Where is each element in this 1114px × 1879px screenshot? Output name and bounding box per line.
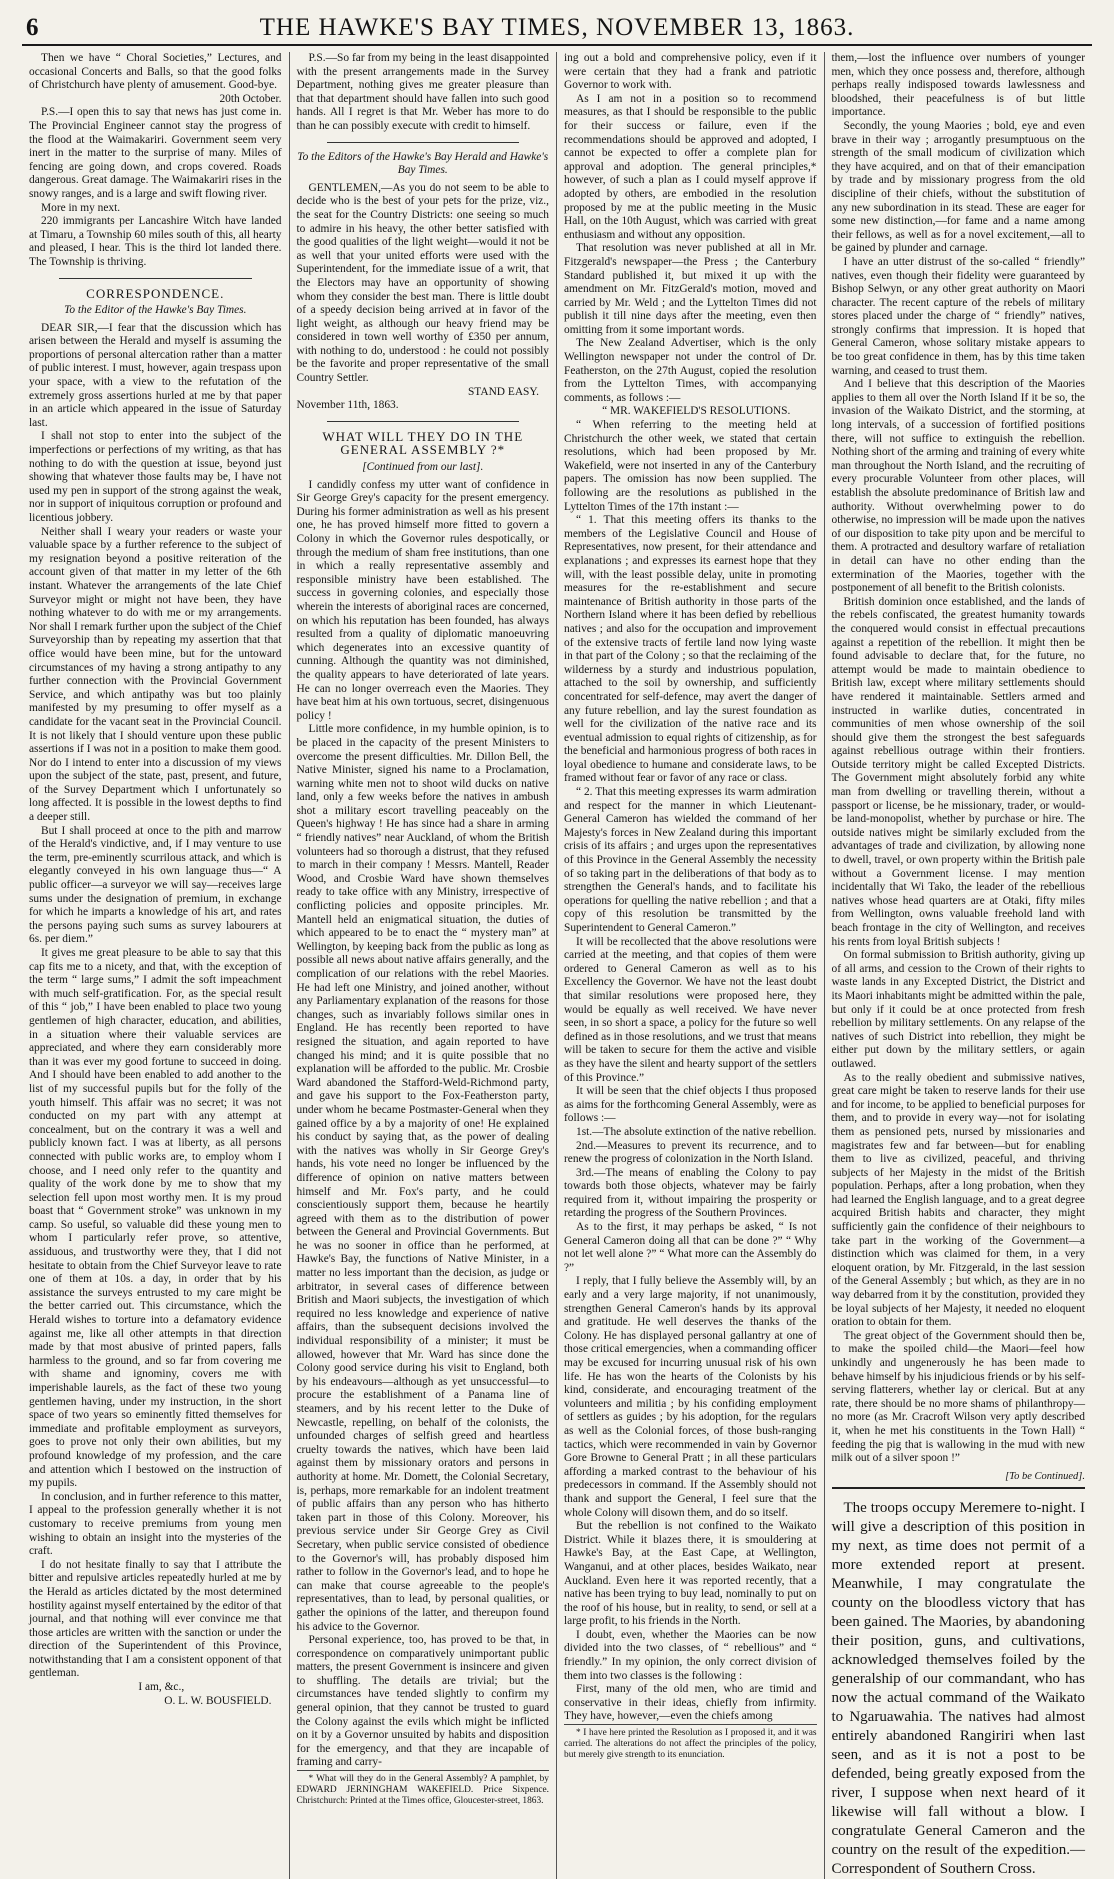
paragraph: DEAR SIR,—I fear that the discussion which has arisen between the Herald and myself is assuming the proportions of personal altercation rather than a matter of public interest. I must, however, again trespass upon your space, with a view to the refutation of the extremely gross assertions hurled at me by that paper in an article which appeared in the issue of Saturday last. bbox=[29, 321, 282, 429]
article-headline: WHAT WILL THEY DO IN THE GENERAL ASSEMBLY ?* bbox=[322, 428, 524, 458]
paragraph: As to the first, it may perhaps be asked, “ Is not General Cameron doing all that can be done ?” “ Why not let well alone ?” “ What more can the Assembly do ?” bbox=[564, 1221, 817, 1274]
paragraph: But the rebellion is not confined to the Waikato District. While it blazes there, it is smouldering at Hawke's Bay, at the East Cape, at Wellington, Wanganui, and at other places, besides Waikato, near Auckland. Even here it was reported recently, that a native has been trying to buy lead, nominally to put on the roof of his house, but in reality, to send, or sell at a large profit, to his friends in the North. bbox=[564, 1520, 817, 1628]
paragraph: 1st.—The absolute extinction of the native rebellion. bbox=[576, 1125, 817, 1138]
dateline: 20th October. bbox=[219, 92, 282, 105]
newspaper-title: THE HAWKE'S BAY TIMES, NOVEMBER 13, 1863. bbox=[259, 14, 855, 41]
paragraph: GENTLEMEN,—As you do not seem to be able to decide who is the best of your pets for the prize, viz., the seat for the Country Districts: one seeing so much to admire in his heavy, the other better satisfied with the good qualities of the light weight—would it not be as well that your united efforts were used with the Superintendent, for the immediate issue of a writ, that the Electors may have an opportunity of showing whom they consider the best man. There is little doubt of a speedy decision being arrived at in favor of the light weight, as although our heavy friend may be considered in town well worthy of £350 per annum, with nothing to do, understood : he could not possibly be the favorite and proper representative of the small Country Settler. bbox=[296, 181, 549, 385]
letter-closing: I am, &c., bbox=[138, 1681, 185, 1694]
paragraph: Little more confidence, in my humble opinion, is to be placed in the capacity of the present Ministers to overcome the present difficulties. Mr. Dillon Bell, the Native Minister, signed his name to a Proclamation, warning white men not to shoot wild ducks on native land, only a few weeks before the natives in ambush shot a military escort travelling peaceably on the Queen's highway ! He has since had a share in arming “ friendly natives” near Auckland, of whom the British volunteers had so thorough a distrust, that they refused to march in their company ! Messrs. Mantell, Reader Wood, and Crosbie Ward have shown themselves ready to take office with any Ministry, irrespective of conflicting policies and opposite principles. Mr. Mantell held an enigmatical situation, the duties of which appeared to be to enact the “ mystery man” at Wellington, by keeping back from the public as long as possible all news about native affairs generally, and the complication of our relations with the rebel Maories. He had left one Ministry, and joined another, without any Parliamentary explanation of the reasons for those changes, such as invariably follows similar ones in England. He has recently been reported to have resigned the situation, and again reported to have changed his mind; and it is quite possible that no explanation will be afforded to the public. Mr. Crosbie Ward abandoned the Stafford-Weld-Richmond party, and gave his support to the Fox-Featherston party, under whom he became Postmaster-General when they gained office by a by a majority of one! He explained his conduct by saying that, as the power of dealing with the natives was wholly in Sir George Grey's hands, his vote need no longer be influenced by the difference of opinion on native matters between himself and Mr. Fox's party, and he could conscientiously support them, because he heartily agreed with them as to the distribution of power between the General and Provincial Governments. But he was no sooner in office than he performed, at Hawke's Bay, the functions of Native Minister, in a matter no less important than the decision, as judge or arbitrator, in several cases of difference between British and Maori subjects, the investigation of which required no less knowledge and experience of native affairs, than the subsequent decisions involved the individual responsibility of a minister; it must be allowed, however that Mr. Ward has since done the Colony good service during his visit to England, both by his endeavours—although as yet unsuccessful—to procure the establishment of a Panama line of steamers, and by his recent letter to the Duke of Newcastle, repelling, on behalf of the colonists, the unfounded charges of selfish greed and heartless cruelty towards the natives, which have been laid against them by missionary orators and persons in authority at home. Mr. Domett, the Colonial Secretary, is, perhaps, more remarkable for an indolent treatment of public affairs than any person who has hitherto taken part in those of this Colony. Moreover, his previous service under Sir George Grey as Civil Secretary, when public service consisted of obedience to the Governor's will, has probably disposed him rather to follow in the Governor's lead, and to hope he can make that course agreeable to the people's representatives, than to lead, by personal qualities, or gather the opinions of the latter, and thereupon found his advice to the Governor. bbox=[296, 723, 549, 1633]
paragraph: I do not hesitate finally to say that I attribute the bitter and repulsive articles repeatedly hurled at me by the Herald as articles dictated by the most determined hostility against myself entertained by the editor of that journal, and that nothing will ever convince me that those articles are written with the sanction or under the direction of the Superintendent of this Province, notwithstanding that I am a consistent opponent of that gentleman. bbox=[29, 1558, 282, 1680]
paragraph: 2nd.—Measures to prevent its recurrence, and to renew the progress of colonization in the North Island. bbox=[564, 1139, 817, 1166]
news-paragraph: The troops occupy Meremere to-night. I will give a description of this position in my next, as time does not permit of a more extended report at present. Meanwhile, I may congratulate the county on the bloodless victory that has been gained. The Maories, by abandoning their position, guns, and cultivations, acknowledged themselves foiled by the generalship of our commandant, who has now the actual command of the Waikato to Ngaruawahia. The natives had almost entirely abandoned Rangiriri when last seen, and as it is not a post to be defended, being greatly exposed from the river, I suppose when next heard of it likewise will fall without a blow. I congratulate General Cameron and the country on the result of the expedition.—Correspondent of Southern Cross. bbox=[831, 1500, 1085, 1878]
paragraph: It gives me great pleasure to be able to say that this cap fits me to a nicety, and that, with the exception of the term “ large sums,” I admit the soft impeachment with much self-gratification. For, as the special result of this “ job,” I have been enabled to place two young gentlemen of high character, education, and abilities, in a situation where their valuable services are appreciated, and where they earn considerably more than it was ever my good fortune to succeed in doing. And I should have been enabled to add another to the list of my successful pupils but for the folly of the youth himself. This affair was no secret; it was not conducted on my part with any attempt at concealment, but on the contrary it was a well and publicly known fact. I was at liberty, as all persons connected with public works are, to employ whom I choose, and I need only refer to the quantity and quality of the work done by me to show that my selection fell upon most worthy men. It is my proud boast that “ Government stroke” was unknown in my camp. So useful, so valuable did these young men to whom I particularly refer prove, so attentive, assiduous, and trustworthy were they, that I did not hesitate to obtain from the Chief Surveyor leave to rate one of them at 10s. a day, in order that by his assistance the surveys entrusted to my care might be the better carried out. This circumstance, which the Herald wishes to torture into a defamatory evidence against me, like all other attempts in that direction made by that most abusive of printed papers, falls harmless to the ground, and so far from covering me with shame and ignominy, covers me with imperishable laurels, as the fact of these two young gentlemen having, under my instruction, in the short space of two years so eminently fitted themselves for immediate and profitable employment as surveyors, goes to prove not only their own abilities, but my profound knowledge of my profession, and the care and attention which I bestowed on the instruction of my pupils. bbox=[29, 947, 282, 1490]
paragraph: And I believe that this description of the Maories applies to them all over the North Island If it be so, the invasion of the Waikato District, and the storming, at long intervals, of a succession of fortified positions there, will not suffice to extinguish the rebellion. Nothing short of the arming and training of every white man throughout the North Island, and the recruiting of every procurable Volunteer from other places, will establish the absolute predominance of British law and authority. Without overwhelming power to do otherwise, no impression will be made upon the natives of our disposition to take pity upon and be merciful to them. A protracted and desultory warfare of retaliation in detail can have no other ending than the extermination of the Maories, together with the postponement of all benefit to the British colonists. bbox=[831, 378, 1085, 595]
paragraph: 3rd.—The means of enabling the Colony to pay towards both those objects, whatever may be fairly required from it, without impairing the prosperity or retarding the progress of the Southern Provinces. bbox=[564, 1166, 817, 1220]
divider bbox=[59, 278, 252, 279]
divider bbox=[327, 142, 520, 143]
paragraph: On formal submission to British authority, giving up of all arms, and cession to the Crown of their rights to waste lands in any Excepted District, the District and its Maori inhabitants might be admitted within the pale, but only if it could be at once protected from fresh rebellion by military settlements. On any relapse of the natives of such District into rebellion, they might be either put down by the military settlers, or again outlawed. bbox=[831, 949, 1085, 1070]
paragraph: I have an utter distrust of the so-called “ friendly” natives, even though their fidelity were guaranteed by Bishop Selwyn, or any other great authority on Maori character. The recent capture of the rebels of military stores placed under the charge of “ friendly” natives, strongly confirms that impression. It is hoped that General Cameron, whose solitary mistake appears to be too great confidence in them, has by this time taken warning, and ceased to trust them. bbox=[831, 255, 1085, 377]
paragraph: Then we have “ Choral Societies,” Lectures, and occasional Concerts and Balls, so that the good folks of Christchurch have plenty of amusement. Good-bye. bbox=[29, 52, 282, 92]
paragraph: It will be recollected that the above resolutions were carried at the meeting, and that copies of them were ordered to General Cameron as well as to his Excellency the Governor. We have not the least doubt that similar resolutions were proposed here, they would be equally as well received. We have never seen, in so short a space, a policy for the future so well defined as in those resolutions, and we trust that means will be taken to secure for them the active and visible as they have the silent and hearty support of the settlers of this Province.” bbox=[564, 935, 817, 1084]
letter-address: To the Editors of the Hawke's Bay Herald and Hawke's Bay Times. bbox=[297, 150, 549, 177]
paragraph: I doubt, even, whether the Maories can be now divided into the two classes, of “ rebellious” and “ friendly.” In my opinion, the only correct division of them into two classes is the following : bbox=[564, 1628, 817, 1682]
letter-address: To the Editor of the Hawke's Bay Times. bbox=[64, 304, 247, 317]
letter-signature: O. L. W. BOUSFIELD. bbox=[164, 1694, 272, 1707]
paragraph: As to the really obedient and submissive natives, great care might be taken to reserve lands for their use and for income, to be applied to beneficial purposes for them, and to provide in every way—not for isolating them as pensioned pets, nursed by missionaries and magistrates few and far between—but for enabling them to live as civilized, peaceful, and thriving subjects of her Majesty in the midst of the British population. Perhaps, after a long probation, when they had learned the English language, and to a great degree acquired British habits and character, they might sufficiently gain the confidence of their neighbours to take part in the working of the Government—a distinction which was claimed for them, in a very eloquent oration, by Mr. Fitzgerald, in the last session of the General Assembly ; but which, as they are in no way debarred from it by the constitution, provided they be loyal subjects of her Majesty, it needed no eloquent oration to obtain for them. bbox=[831, 1071, 1085, 1329]
paragraph: British dominion once established, and the lands of the rebels confiscated, the greatest humanity towards the conquered would consist in effectual precautions against a repetition of the rebellion. It might then be found advisable to declare that, for the future, no attempt would be made to maintain obedience to British law, except where military settlements should have rendered it maintainable. Settlers armed and instructed in warlike duties, concentrated in communities of men whose ownership of the soil should give them the strongest the best safeguards against rebellious outrage within their frontiers. Outside territory might be called Excepted Districts. The Government might absolutely forbid any white man from dwelling or travelling therein, without a passport or license, be he missionary, trader, or would-be land-monopolist, whether by purchase or hire. The outside natives might be similarly excluded from the advantages of trade and civilization, by allowing none to dwell, travel, or own property within the British pale without a Government license. I may mention incidentally that Wi Tako, the leader of the rebellious natives whose head quarters are at Otaki, fifty miles from Wellington, owns valuable freehold land with beach frontage in the city of Wellington, and receives his rents from loyal British subjects ! bbox=[831, 595, 1085, 948]
section-heading: CORRESPONDENCE. bbox=[86, 285, 225, 301]
paragraph: 220 immigrants per Lancashire Witch have landed at Timaru, a Township 60 miles south of this, all hearty and pleased, I hear. This is the third lot landed there. The Township is thriving. bbox=[29, 215, 282, 268]
masthead bbox=[22, 10, 1092, 46]
paragraph: P.S.—So far from my being in the least disappointed with the present arrangements made in the Survey Department, nothing gives me greater pleasure than that that department should have fallen into such good hands. All I regret is that Mr. Weber has more to do than he can possibly execute with credit to himself. bbox=[296, 52, 549, 132]
paragraph: In conclusion, and in further reference to this matter, I appeal to the profession generally whether it is not customary to receive premiums from young men wishing to obtain an insight into the mysteries of the craft. bbox=[29, 1490, 282, 1558]
footnote: * What will they do in the General Assembly? A pamphlet, by EDWARD JERNINGHAM WAKEFIELD. Price Sixpence. Christchurch: Printed at the Times office, Gloucester-street, 1863. bbox=[297, 1770, 550, 1807]
column-4 bbox=[825, 52, 1093, 1879]
paragraph: I shall not stop to enter into the subject of the imperfections or perfections of my writing, as that has nothing to do with the question at issue, beyond just showing that whatever those faults may be, I have not used my pen in support of the strong against the weak, nor in support of iniquitous corruption or profound and licentious jobbery. bbox=[29, 430, 282, 524]
paragraph: them,—lost the influence over numbers of younger men, which they once possess and, therefore, although perhaps really indisposed towards lawlessness and bloodshed, their peacefulness is of but little importance. bbox=[831, 52, 1085, 119]
paragraph: More in my next. bbox=[41, 201, 121, 214]
footnote: * I have here printed the Resolution as I proposed it, and it was carried. The alterations do not affect the principles of the policy, but merely give strength to its enunciation. bbox=[564, 1724, 817, 1761]
page-number: 6 bbox=[26, 14, 39, 41]
paragraph: Personal experience, too, has proved to be that, in correspondence on comparatively unimportant public matters, the present Government is insincere and given to shuffling. The details are trivial; but the circumstances have tended slightly to confirm my general opinion, that they cannot be trusted to guard the Colony against the evils which might be inflicted on it by a Governor unsuited by habits and disposition for the emergency, and that they are incapable of framing and carry- bbox=[296, 1634, 549, 1769]
resolutions-heading: “ MR. WAKEFIELD'S RESOLUTIONS. bbox=[602, 405, 791, 418]
paragraph: The New Zealand Advertiser, which is the only Wellington newspaper not under the control of Dr. Featherston, on the 27th August, copied the resolution from the Lyttelton Times, with accompanying comments, as follows :— bbox=[564, 337, 817, 404]
paragraph: That resolution was never published at all in Mr. Fitzgerald's newspaper—the Press ; the Canterbury Standard published it, but mixed it up with the amendment on Mr. FitzGerald's motion, moved and carried by Mr. Weld ; and the Lyttelton Times did not publish it till nine days after the meeting, even then omitting from it some important words. bbox=[564, 242, 817, 336]
paragraph: I candidly confess my utter want of confidence in Sir George Grey's capacity for the present emergency. During his former administration as well as his present one, he has proved himself more fitted to govern a Colony in which the Governor rules despotically, or through the medium of sham free institutions, than one in which a really representative assembly and responsible ministry have been established. The success in governing colonies, and especially those wherein the interests of aboriginal races are concerned, on which his reputation has been founded, has always resulted from a quality of diplomatic manoeuvring which degenerates into an excessive quantity of cunning. Although the quantity was not diminished, the quality appears to have deteriorated of late years. He can no longer overreach even the Maories. They have beat him at his own tortuous, secret, disingenuous policy ! bbox=[296, 478, 549, 722]
letter-signature: STAND EASY. bbox=[467, 385, 539, 398]
column-2 bbox=[290, 52, 558, 1879]
divider bbox=[832, 1487, 1086, 1489]
paragraph: ing out a bold and comprehensive policy, even if it were certain that they had a frank and patriotic Governor to work with. bbox=[564, 52, 817, 92]
column-1 bbox=[22, 52, 290, 1879]
columns bbox=[22, 52, 1092, 1878]
paragraph: Neither shall I weary your readers or waste your valuable space by a further reference to the subject of my resignation beyond a positive reiteration of the account given of that matter in my letter of the 6th instant. Whatever the arrangements of the late Chief Surveyor might or might not have been, they have nothing whatever to do with me or my arrangements. Nor shall I remark further upon the subject of the Chief Surveyorship than by repeating my assertion that that office would have been mine, but for the untoward circumstances of my having a strong antipathy to any further connection with the Provincial Government Service, and which antipathy was but too plainly manifested by my presuming to offer myself as a candidate for the vacant seat in the Provincial Council. It is not likely that I should venture upon these public assertions if I was not in a position to make them good. Nor do I intend to enter into a discussion of my views upon the subject of the state, past, present, and future, of the Survey Department which I unfortunately so long affected. It is possible in the lowest depths to find a deeper still. bbox=[29, 525, 282, 824]
paragraph: I reply, that I fully believe the Assembly will, by an early and a very large majority, if not unanimously, strengthen General Cameron's hands by its approval and gratitude. He well deserves the thanks of the Colony. He has displayed personal gallantry at one of those critical emergencies, when a commanding officer may be excused for incurring unusual risk of his own life. He has won the hearts of the Colonists by his kind, considerate, and encouraging treatment of the volunteers and militia ; by his confiding employment of settlers as guides ; by his adoption, for the regulars as well as the Colonial forces, of those bush-ranging tactics, which were recommended in vain by Governor Gore Browne to General Pratt ; in all these particulars affording a marked contrast to the behaviour of his predecessors in command. If the Assembly should not thank and support the General, I feel sure that the whole Colony will disown them, and do so itself. bbox=[564, 1275, 817, 1519]
divider bbox=[327, 421, 520, 422]
paragraph: “ When referring to the meeting held at Christchurch the other week, we stated that certain resolutions, which had been proposed by Mr. Wakefield, were not inserted in any of the Canterbury papers. The omission has now been supplied. The following are the resolutions as published in the Lyttelton Times of the 17th instant :— bbox=[564, 419, 817, 513]
paragraph: “ 2. That this meeting expresses its warm admiration and respect for the manner in which Lieutenant-General Cameron has wielded the command of her Majesty's forces in New Zealand during this important crisis of its affairs ; and urges upon the representatives of this Province in the General Assembly the necessity of so taking part in the deliberations of that body as to strengthen the General's hands, and to facilitate his operations for quelling the native rebellion ; and that a copy of this resolution be transmitted by the Superintendent to General Cameron.” bbox=[564, 786, 817, 934]
continued-note: [To be Continued]. bbox=[1005, 1470, 1085, 1482]
paragraph: The great object of the Government should then be, to make the spoiled child—the Maori—feel how unkindly and ungenerously he has been made to behave himself by his injudicious friends or by his self-serving flatterers, whether lay or clerical. But at any rate, there should be no more shams of philanthropy—no more (as Mr. Cracroft Wilson very aptly described it, when he met his constituents in the Town Hall) “ feeding the pig that is wallowing in the mud with new milk out of a silver spoon !” bbox=[831, 1329, 1085, 1465]
paragraph: First, many of the old men, who are timid and conservative in their ideas, chiefly from infirmity. They have, however,—even the chiefs among bbox=[564, 1683, 817, 1723]
paragraph: But I shall proceed at once to the pith and marrow of the Herald's vindictive, and, if I may venture to use the term, pre-eminently scurrilous attack, and which is elegantly conveyed in his own language thus—“ A public officer—a surveyor we will say—receives large sums under the designation of premium, in exchange for which he imparts a knowledge of his art, and rates the persons paying such sums as survey labourers at 6s. per diem.” bbox=[29, 824, 282, 946]
paragraph: As I am not in a position so to recommend measures, as that I should be responsible to the public for their success or failure, even if the recommendations should be approved and adopted, I cannot be expected to offer a complete plan for approval and adoption. The general principles,* however, of such a plan as I could myself approve if adopted by others, are embodied in the resolution proposed by me at the public meeting in the Music Hall, on the 10th August, which was carried with great enthusiasm and without any opposition. bbox=[564, 92, 817, 241]
column-3 bbox=[557, 52, 825, 1879]
continued-note: [Continued from our last]. bbox=[362, 461, 484, 474]
paragraph: Secondly, the young Maories ; bold, eye and even brave in their way ; arrogantly presumptuous on the strength of the small modicum of civilization which they have acquired, and on that of their emancipation by trade and by missionary progress from the old discipline of their chiefs, without the substitution of any new subordination in its stead. These are eager for some new distinction,—for fame and a name among their fellows, as well as for a novel excitement,—all to be gained by plunder and carnage. bbox=[831, 119, 1085, 255]
dateline: November 11th, 1863. bbox=[296, 399, 399, 412]
paragraph: “ 1. That this meeting offers its thanks to the members of the Legislative Council and House of Representatives, now present, for their attendance and explanations ; and expresses its earnest hope that they will, with the least possible delay, unite in promoting measures for the re-establishment and secure maintenance of British authority in those parts of the Northern Island where it has been defied by rebellious natives ; and also for the occupation and improvement of the extensive tracts of fertile land now lying waste in that part of the Colony ; so that the reclaiming of the wilderness by a sturdy and industrious population, attached to the soil by ownership, and sufficiently concentrated for self-defence, may avert the danger of any future rebellion, and lay the surest foundation as well for the civilization of the native race and its eventual admission to equal rights of citizenship, as for the beneficial and harmonious progress of both races in loyal obedience to humane and considerate laws, to be framed without fear or favor of any race or class. bbox=[564, 514, 817, 785]
paragraph: It will be seen that the chief objects I thus proposed as aims for the forthcoming General Assembly, were as follows :— bbox=[564, 1085, 817, 1125]
paragraph: P.S.—I open this to say that news has just come in. The Provincial Engineer cannot stay the progress of the flood at the Waimakariri. Government seem very inert in the matter to the surprise of many. Miles of fencing are going down, and crops covered. Roads dangerous. Great damage. The Waimakariri rises in the snowy ranges, and is a large and swift flowing river. bbox=[29, 106, 282, 200]
